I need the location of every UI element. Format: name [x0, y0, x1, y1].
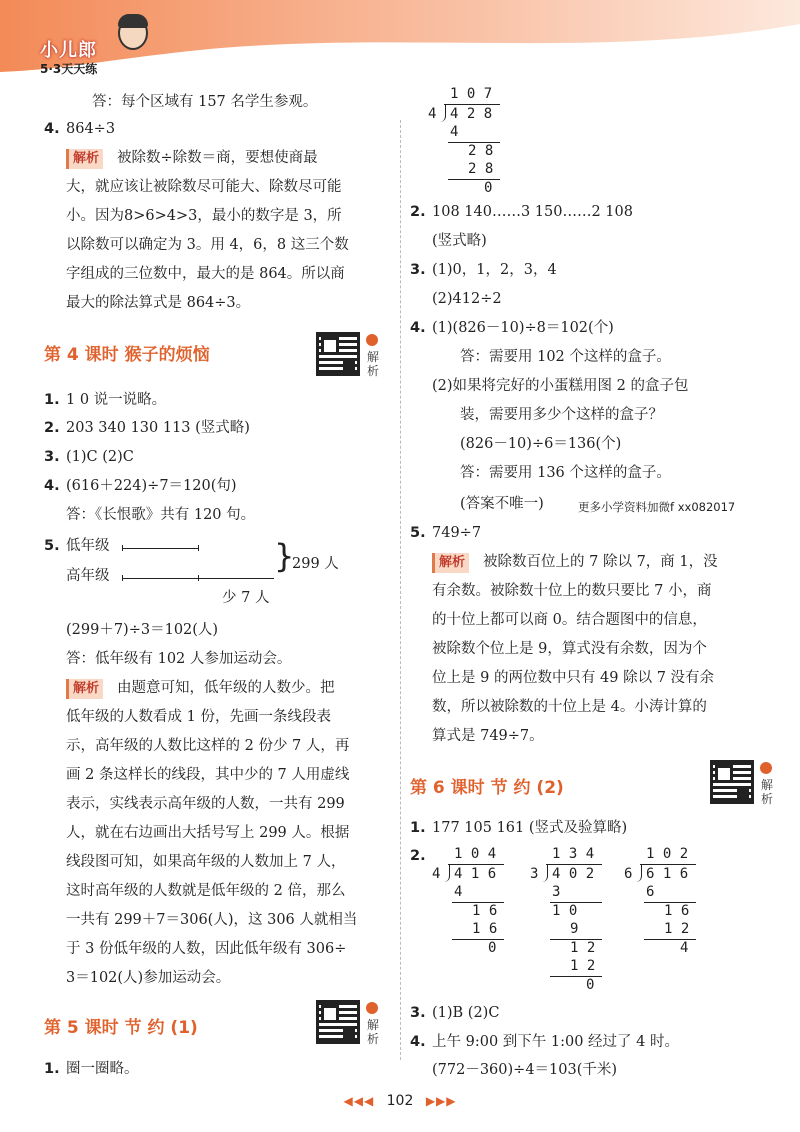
dividend: 6 1 6: [646, 866, 689, 882]
divisor: 4: [428, 106, 437, 122]
answer-text: 答：需要用 102 个这样的盒子。: [460, 349, 671, 365]
step: 6: [646, 884, 655, 900]
analysis-text: 位上是 9 的两位数中只有 49 除以 7 没有余: [432, 670, 715, 686]
answer-text: (299＋7)÷3＝102(人): [66, 622, 219, 638]
answer-text: (772－360)÷4＝103(千米): [432, 1062, 618, 1078]
question-text: 864÷3: [66, 121, 116, 137]
answer-text: 答：需要用 136 个这样的盒子。: [460, 465, 671, 481]
step: 1 6: [664, 903, 690, 919]
quotient: 1 3 4: [552, 846, 595, 862]
segment-tick: [122, 545, 123, 551]
answer-text: 108 140……3 150……2 108: [432, 204, 633, 220]
long-division: [432, 846, 522, 956]
qr-code-icon[interactable]: [316, 1000, 360, 1044]
division-bracket: [542, 864, 548, 882]
logo-title: 小儿郎: [40, 40, 97, 61]
section-title-5: 第 5 课时 节 约 (1): [44, 1018, 198, 1038]
divisor: 4: [432, 866, 441, 882]
division-bar: [448, 864, 504, 865]
analysis-text: 小。因为8>6>4>3，最小的数字是 3，所: [66, 208, 342, 224]
column-divider: [400, 120, 401, 1060]
answer-text: 749÷7: [432, 525, 482, 541]
division-bracket: [636, 864, 642, 882]
segment-label-low: 低年级: [66, 538, 110, 554]
quotient: 1 0 7: [450, 86, 493, 102]
question-number: 4.: [410, 320, 426, 336]
segment-low: [122, 548, 198, 549]
long-division: [624, 846, 714, 956]
less-label: 少 7 人: [222, 590, 270, 606]
answer-text: (1)B (2)C: [432, 1005, 500, 1021]
question-number: 4.: [44, 478, 60, 494]
answer-text: (1)(826－10)÷8＝102(个): [432, 320, 614, 336]
remainder: 0: [488, 940, 497, 956]
analysis-text: 数，所以被除数的十位上是 4。小涛计算的: [432, 699, 707, 715]
analysis-text: 被除数个位上是 9，算式没有余数，因为个: [432, 641, 707, 657]
quotient: 1 0 2: [646, 846, 689, 862]
answer-text: 177 105 161 (竖式及验算略): [432, 820, 628, 836]
question-number: 5.: [44, 538, 60, 554]
segment-tick: [198, 545, 199, 551]
answer-text: (1)0，1，2，3，4: [432, 262, 557, 278]
analysis-text: 3＝102(人)参加运动会。: [66, 970, 231, 986]
analysis-text: 算式是 749÷7。: [432, 728, 544, 744]
footer-note: 更多小学资料加微f xx082017: [578, 500, 736, 514]
analysis-text: 字组成的三位数中，最大的是 864。所以商: [66, 266, 345, 282]
mascot-icon: [118, 16, 148, 50]
answer-text: 上午 9:00 到下午 1:00 经过了 4 时。: [432, 1034, 680, 1050]
page-number: [0, 1093, 800, 1109]
step: 1 2: [570, 940, 596, 956]
analysis-text: 被除数百位上的 7 除以 7，商 1，没: [483, 554, 718, 570]
question-number: 4.: [410, 1034, 426, 1050]
analysis-text: 以除数可以确定为 3。用 4，6，8 这三个数: [66, 237, 349, 253]
section-title-4: 第 4 课时 猴子的烦恼: [44, 345, 210, 365]
qr-label: 解析: [760, 778, 773, 806]
analysis-label: 解析: [66, 679, 103, 699]
step: 1 2: [664, 921, 690, 937]
question-number: 5.: [410, 525, 426, 541]
answer-text: (1)C (2)C: [66, 449, 134, 465]
question-number: 2.: [410, 204, 426, 220]
analysis-line: [66, 678, 335, 699]
answer-text: 圈一圈略。: [66, 1061, 139, 1077]
prev-arrows-icon: ◀◀◀: [343, 1094, 375, 1108]
analysis-text: 的十位上都可以商 0。结合题图中的信息，: [432, 612, 707, 628]
qr-code-icon[interactable]: [316, 332, 360, 376]
question-number: 1.: [44, 1061, 60, 1077]
question-number: 2.: [410, 848, 426, 864]
analysis-text: 低年级的人数看成 1 份，先画一条线段表: [66, 709, 331, 725]
question-number: 1.: [410, 820, 426, 836]
analysis-text: 有余数。被除数十位上的数只要比 7 小，商: [432, 583, 712, 599]
play-icon: [760, 762, 772, 774]
answer-text: (答案不唯一): [460, 496, 544, 512]
analysis-text: 于 3 份低年级的人数，因此低年级有 306÷: [66, 941, 347, 957]
divisor: 6: [624, 866, 633, 882]
question-number: 1.: [44, 392, 60, 408]
division-bracket: [440, 104, 446, 122]
step: 2 8: [468, 161, 494, 177]
page-number-value: 102: [386, 1093, 414, 1109]
segment-tick: [122, 575, 123, 581]
remainder: 0: [484, 180, 493, 196]
analysis-text: 人，就在右边画出大括号写上 299 人。根据: [66, 825, 350, 841]
answer-line: 答：每个区域有 157 名学生参观。: [92, 94, 318, 110]
long-division: [530, 846, 620, 996]
answer-text: 装，需要用多少个这样的盒子？: [460, 407, 663, 423]
step: 1 6: [472, 921, 498, 937]
segment-tick: [198, 575, 199, 581]
question-number: 2.: [44, 420, 60, 436]
analysis-text: 线段图可知，如果高年级的人数加上 7 人，: [66, 854, 346, 870]
qr-label: 解析: [366, 350, 379, 378]
answer-text: 203 340 130 113 (竖式略): [66, 420, 250, 436]
step: 3: [552, 884, 561, 900]
analysis-text: 被除数÷除数＝商，要想使商最: [117, 150, 318, 166]
analysis-line: [432, 552, 718, 573]
segment-label-high: 高年级: [66, 568, 110, 584]
play-icon: [366, 334, 378, 346]
dividend: 4 2 8: [450, 106, 493, 122]
answer-text: 答：低年级有 102 人参加运动会。: [66, 651, 292, 667]
divisor: 3: [530, 866, 539, 882]
analysis-text: 这时高年级的人数就是低年级的 2 倍，那么: [66, 883, 346, 899]
dividend: 4 0 2: [552, 866, 595, 882]
answer-text: 答：《长恨歌》共有 120 句。: [66, 507, 256, 523]
question-number: 4.: [44, 121, 60, 137]
quotient: 1 0 4: [454, 846, 497, 862]
step: 1 2: [570, 958, 596, 974]
segment-dashed: [266, 578, 274, 579]
section-title-6: 第 6 课时 节 约 (2): [410, 778, 564, 798]
analysis-label: 解析: [66, 149, 103, 169]
analysis-line: [66, 148, 318, 169]
analysis-text: 大，就应该让被除数尽可能大、除数尽可能: [66, 179, 342, 195]
question-number: 3.: [410, 262, 426, 278]
analysis-text: 由题意可知，低年级的人数少。把: [117, 680, 335, 696]
dividend: 4 1 6: [454, 866, 497, 882]
analysis-text: 最大的除法算式是 864÷3。: [66, 295, 251, 311]
step: 1 0: [552, 903, 578, 919]
step: 9: [570, 921, 579, 937]
qr-code-icon[interactable]: [710, 760, 754, 804]
answer-text: (2)如果将完好的小蛋糕用图 2 的盒子包: [432, 378, 689, 394]
division-bracket: [444, 864, 450, 882]
answer-text: 1 0 说一说略。: [66, 392, 167, 408]
step: 1 6: [472, 903, 498, 919]
qr-label: 解析: [366, 1018, 379, 1046]
step: 4: [454, 884, 463, 900]
step: 4: [450, 124, 459, 140]
answer-text: (竖式略): [432, 233, 487, 249]
division-bar: [546, 864, 602, 865]
remainder: 4: [680, 940, 689, 956]
analysis-text: 示，高年级的人数比这样的 2 份少 7 人，再: [66, 738, 350, 754]
question-number: 3.: [44, 449, 60, 465]
division-bar: [444, 104, 500, 105]
play-icon: [366, 1002, 378, 1014]
answer-text: (2)412÷2: [432, 291, 502, 307]
analysis-label: 解析: [432, 553, 469, 573]
analysis-text: 画 2 条这样长的线段，其中少的 7 人用虚线: [66, 767, 350, 783]
step: 2 8: [468, 143, 494, 159]
next-arrows-icon: ▶▶▶: [425, 1094, 457, 1108]
analysis-text: 表示，实线表示高年级的人数，一共有 299: [66, 796, 345, 812]
question-number: 3.: [410, 1005, 426, 1021]
logo-subtitle: 5·3天天练: [40, 62, 98, 76]
page-header: [0, 0, 800, 80]
division-bar: [640, 864, 696, 865]
answer-text: (616＋224)÷7＝120(句): [66, 478, 237, 494]
total-label: 299 人: [292, 556, 339, 572]
long-division: [428, 86, 518, 196]
remainder: 0: [586, 977, 595, 993]
brace-icon: }: [274, 537, 295, 575]
analysis-text: 一共有 299＋7＝306(人)，这 306 人就相当: [66, 912, 358, 928]
answer-text: (826－10)÷6＝136(个): [460, 436, 622, 452]
